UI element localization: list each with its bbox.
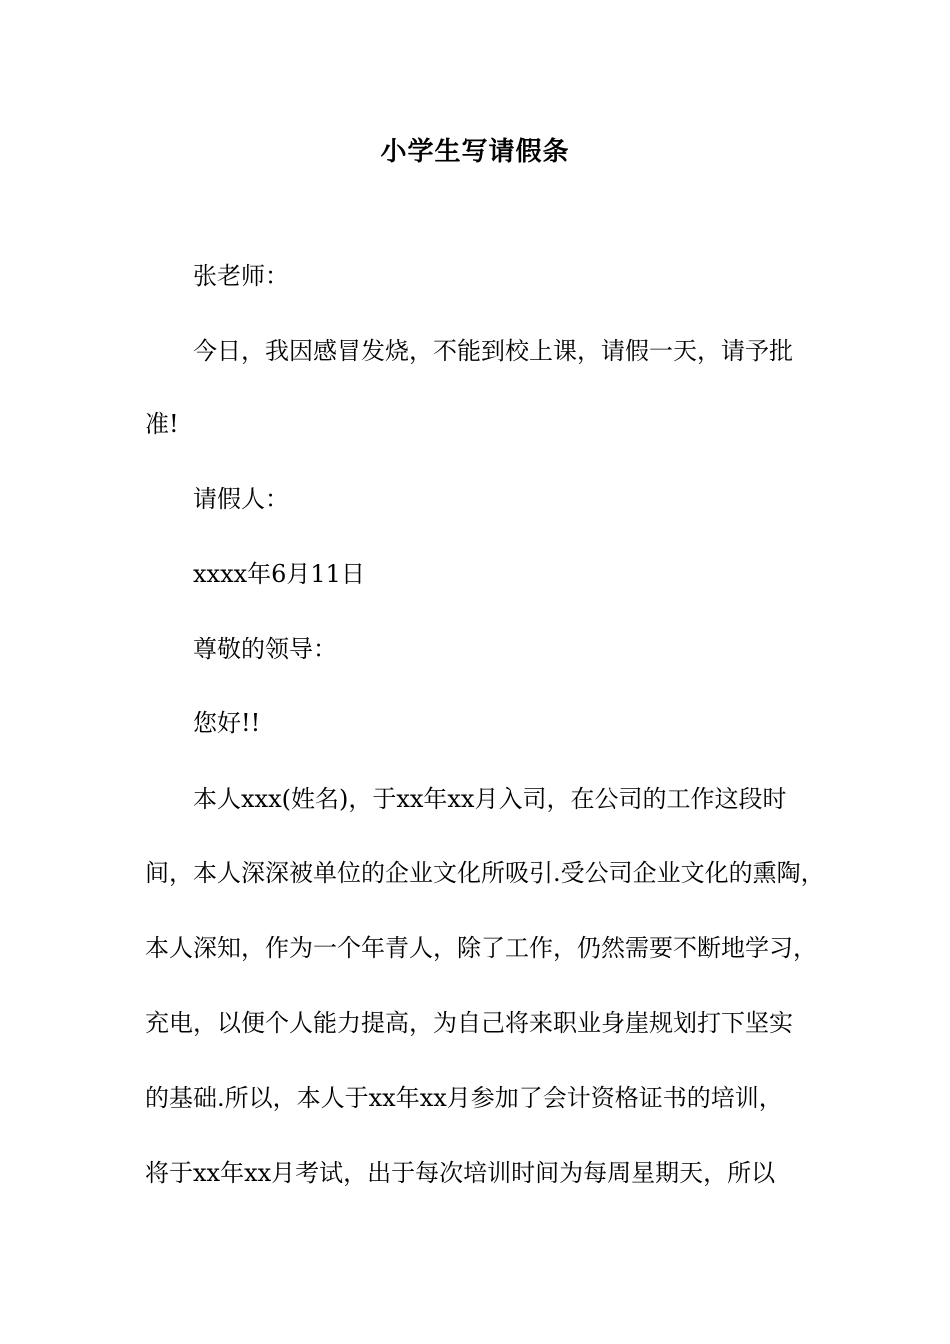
document-title: 小学生写请假条 — [380, 137, 570, 167]
body-line: 将于xx年xx月考试，出于每次培训时间为每周星期天，所以 — [145, 1159, 776, 1187]
date-line: xxxx年6月11日 — [193, 560, 365, 588]
salutation-line: 张老师： — [193, 262, 289, 290]
body-line: 本人深知，作为一个年青人，除了工作，仍然需要不断地学习， — [145, 934, 817, 962]
greeting-line: 您好!! — [193, 709, 261, 737]
body-line: 今日，我因感冒发烧，不能到校上课，请假一天，请予批 — [193, 337, 793, 365]
body-line: 准! — [145, 410, 179, 438]
signature-line: 请假人： — [193, 485, 289, 513]
body-line: 充电，以便个人能力提高，为自己将来职业身崖规划打下坚实 — [145, 1009, 793, 1037]
body-line: 本人xxx(姓名)，于xx年xx月入司，在公司的工作这段时 — [193, 785, 787, 813]
salutation-line: 尊敬的领导： — [193, 635, 337, 663]
body-line: 的基础.所以，本人于xx年xx月参加了会计资格证书的培训， — [145, 1084, 783, 1112]
body-line: 间，本人深深被单位的企业文化所吸引.受公司企业文化的熏陶， — [145, 859, 825, 887]
